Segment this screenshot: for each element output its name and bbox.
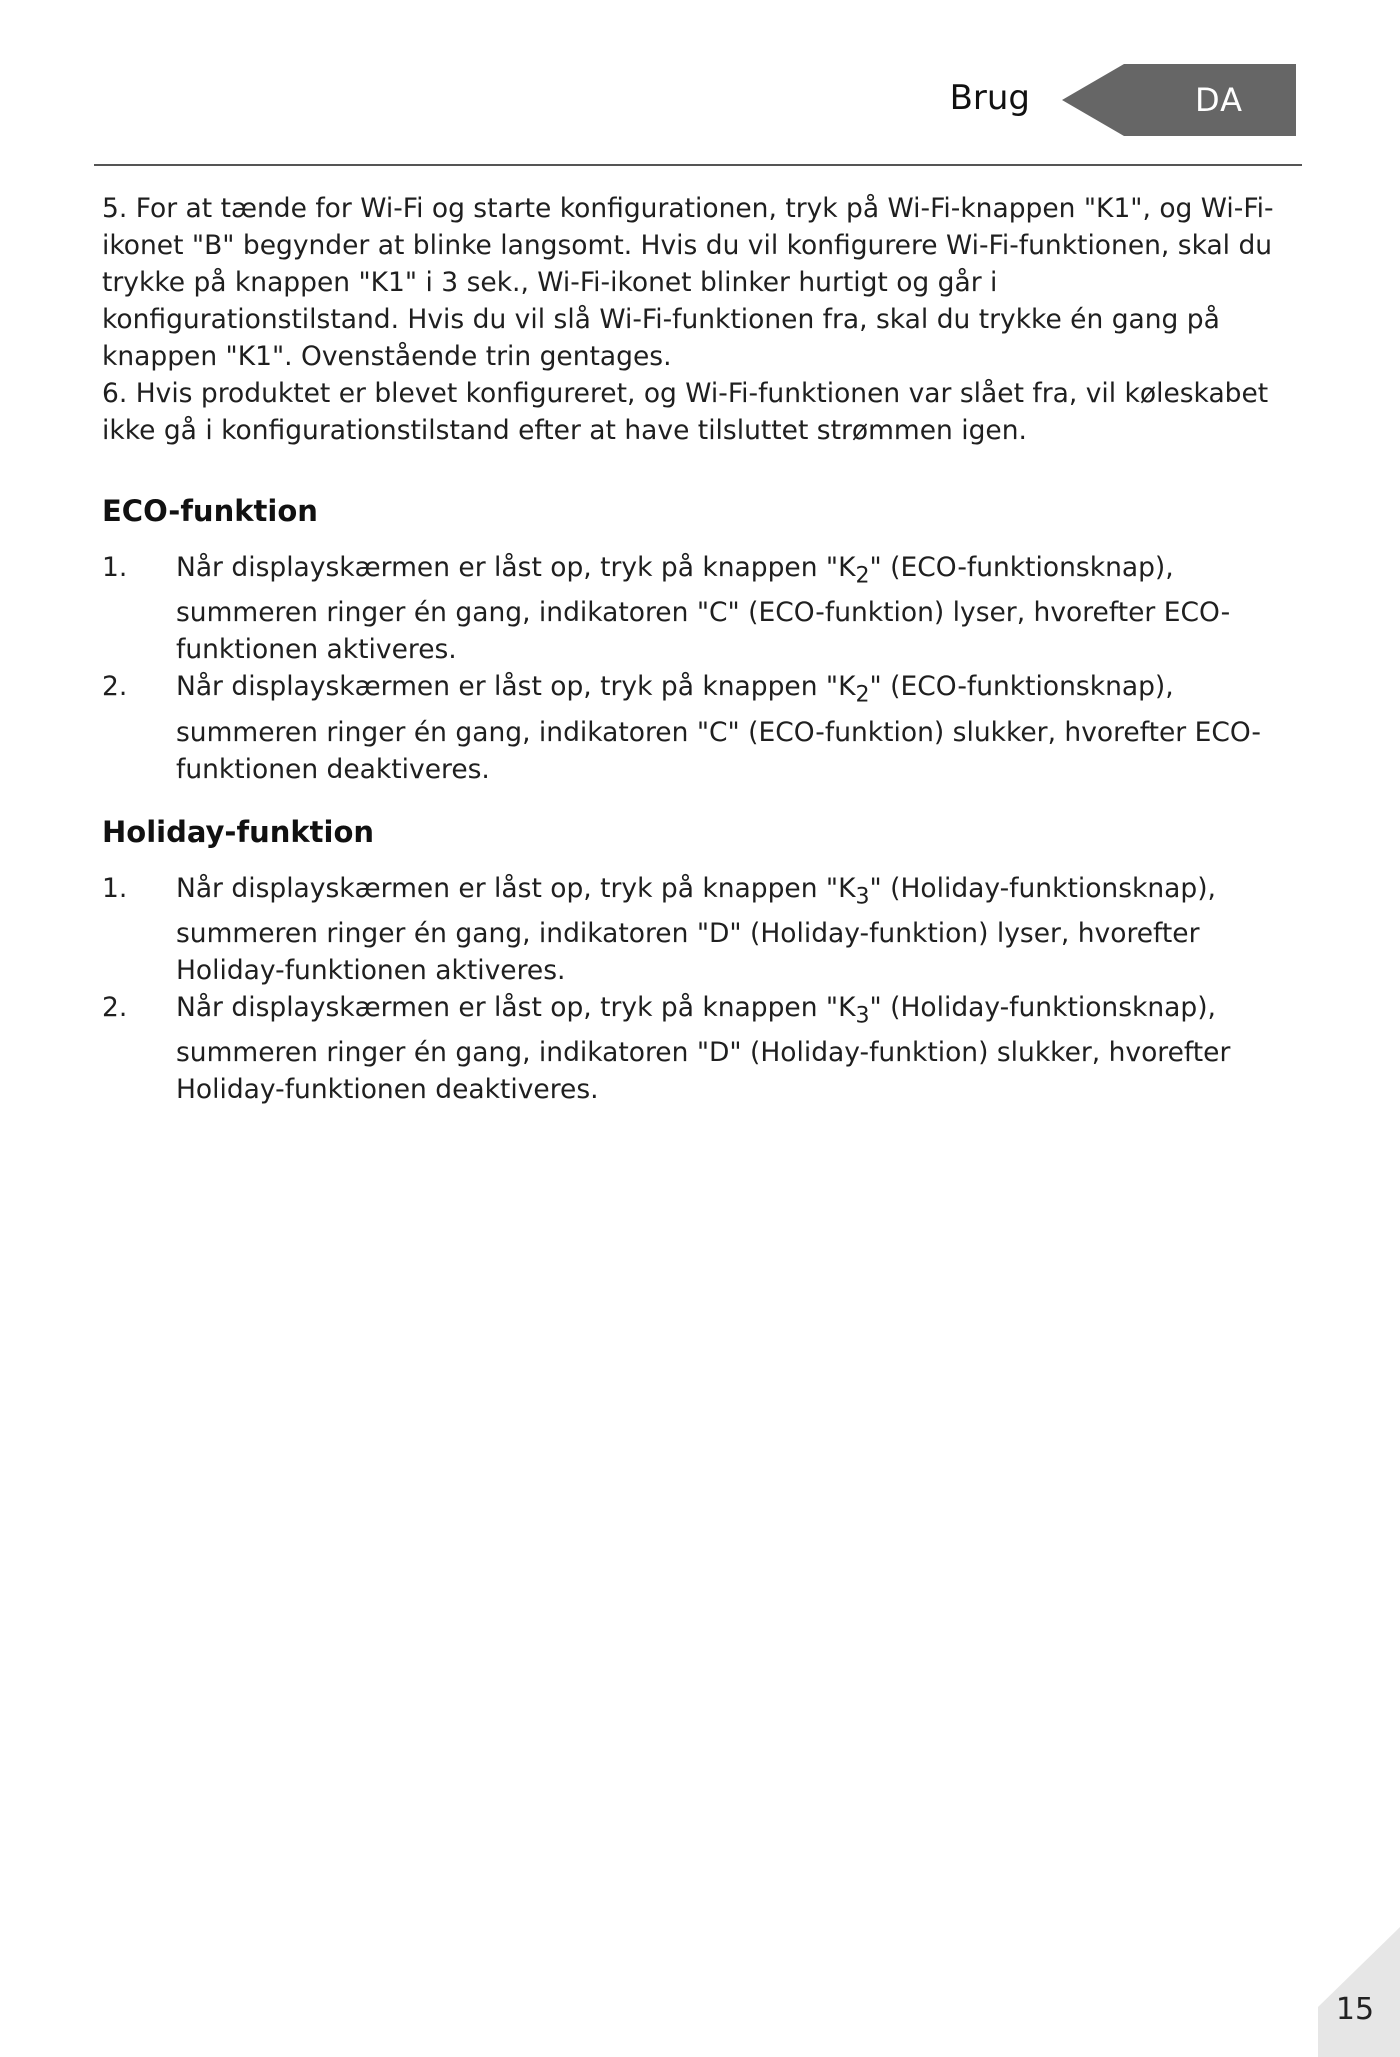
text-part: Når displayskærmen er låst op, tryk på knappen "K [176, 872, 856, 904]
list-number: 1. [102, 872, 128, 904]
wifi-step-6: 6. Hvis produktet er blevet konfigureret, og Wi-Fi-funktionen var slået fra, vil køleskabet ikke gå i konfigurationstilstand efter at have tilsluttet strømmen igen. [102, 378, 1269, 446]
holiday-list-item [102, 870, 1302, 989]
page-number: 15 [1335, 1992, 1375, 2027]
subscript: 2 [855, 682, 870, 708]
eco-heading: ECO-funktion [102, 494, 318, 528]
list-number: 2. [102, 671, 128, 703]
list-text [176, 549, 1302, 668]
text-part: " (Holiday-funktionsknap), summeren ringer én gang, indikatoren "D" (Holiday-funktion) lyser, hvorefter Holiday-funktionen aktiveres. [176, 872, 1216, 986]
holiday-list [102, 870, 1302, 1109]
subscript: 2 [855, 563, 870, 589]
text-part: " (Holiday-funktionsknap), summeren ringer én gang, indikatoren "D" (Holiday-funktion) slukker, hvorefter Holiday-funktionen deaktiveres. [176, 991, 1231, 1106]
subscript: 3 [855, 1003, 870, 1029]
eco-list-item [102, 668, 1302, 787]
section-title: Brug [949, 78, 1030, 118]
page-content [102, 190, 1302, 1108]
wifi-step-5: 5. For at tænde for Wi-Fi og starte konfigurationen, tryk på Wi-Fi-knappen "K1", og Wi-Fi-ikonet "B" begynder at blinke langsomt. Hvis du vil konfigurere Wi-Fi-funktionen, skal du trykke på knappen "K1" i 3 sek., Wi-Fi-ikonet blinker hurtigt og går i konfigurationstilstand. Hvis du vil slå Wi-Fi-funktionen fra, skal du trykke én gang på knappen "K1". Ovenstående trin gentages. [102, 193, 1274, 372]
text-part: Når displayskærmen er låst op, tryk på knappen "K [176, 552, 856, 583]
list-text [176, 668, 1302, 787]
header-divider [94, 164, 1302, 166]
list-text [176, 870, 1302, 989]
list-number: 2. [102, 991, 128, 1023]
text-part: " (ECO-funktionsknap), summeren ringer én gang, indikatoren "C" (ECO-funktion) lyser, hvorefter ECO-funktionen aktiveres. [176, 552, 1231, 666]
text-part: Når displayskærmen er låst op, tryk på knappen "K [176, 671, 856, 703]
subscript: 3 [855, 883, 870, 909]
text-part: Når displayskærmen er låst op, tryk på knappen "K [176, 991, 856, 1023]
holiday-list-item [102, 989, 1302, 1108]
language-code: DA [1195, 81, 1243, 119]
language-tab [1062, 64, 1296, 136]
list-text [176, 989, 1302, 1108]
eco-list-item [102, 549, 1302, 668]
text-part: " (ECO-funktionsknap), summeren ringer én gang, indikatoren "C" (ECO-funktion) slukker, hvorefter ECO-funktionen deaktiveres. [176, 671, 1261, 785]
holiday-heading: Holiday-funktion [102, 814, 375, 849]
list-number: 1. [102, 552, 128, 583]
eco-list [102, 549, 1302, 788]
